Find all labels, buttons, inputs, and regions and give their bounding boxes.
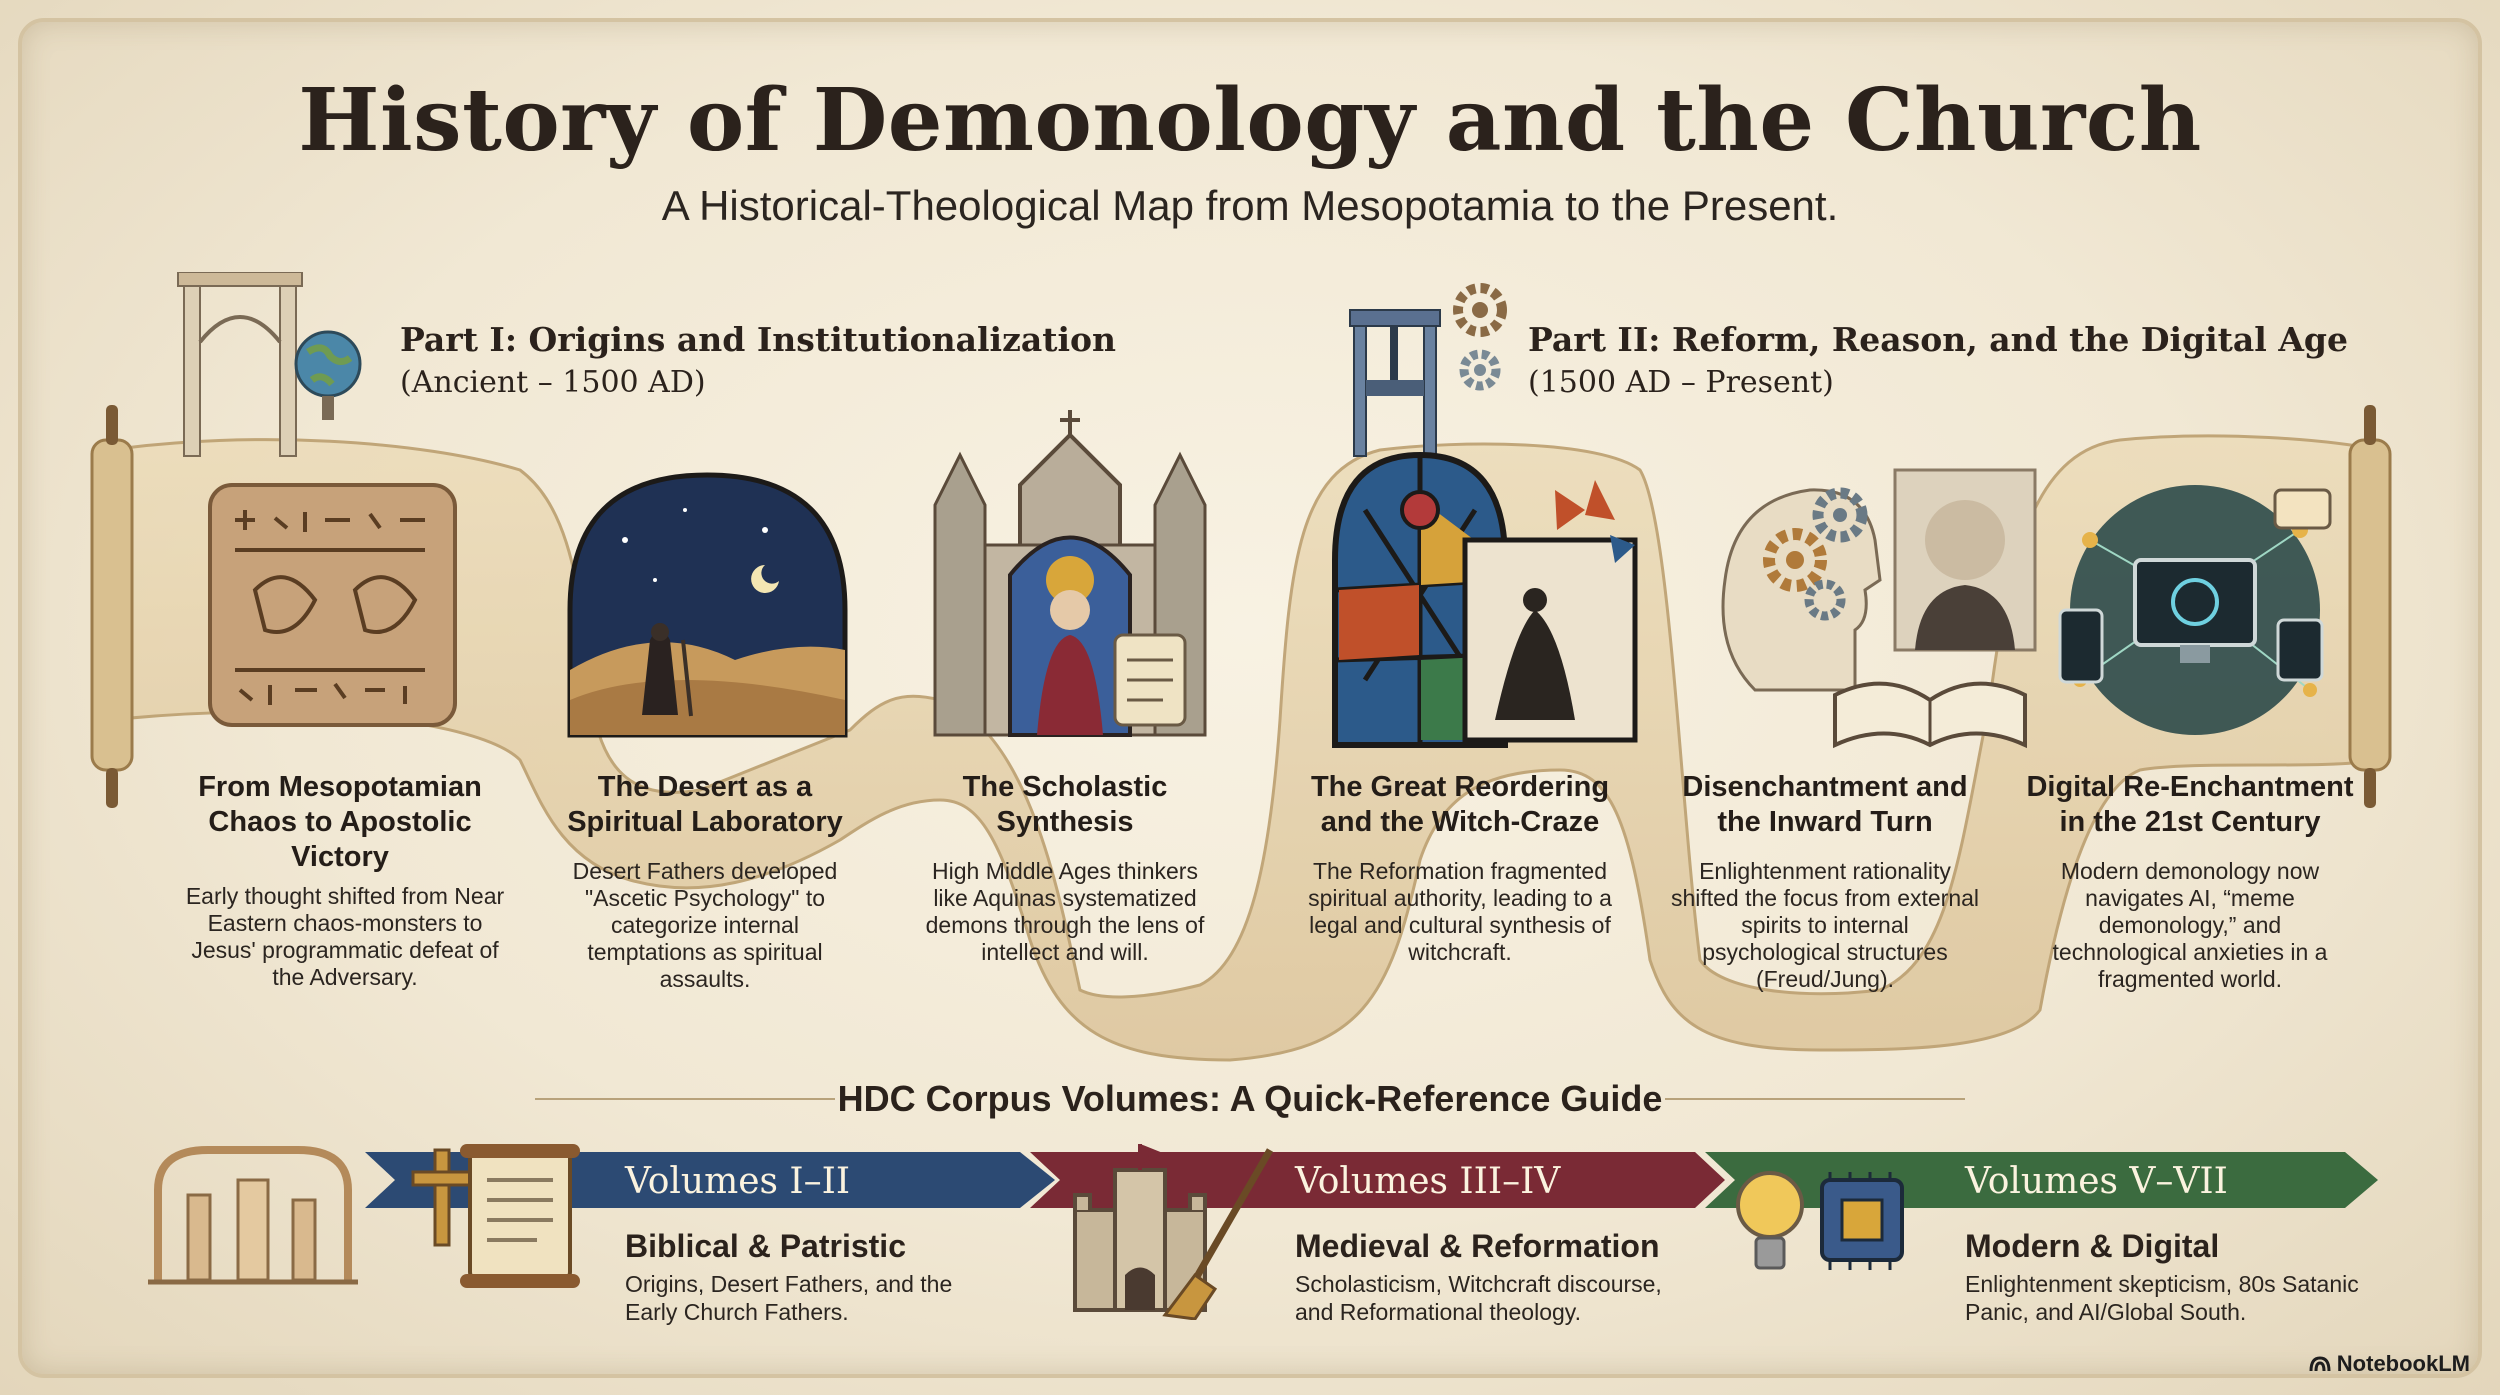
stage-4-desc: The Reformation fragmented spiritual authority, leading to a legal and cultural synthesis of witchcraft. — [1308, 858, 1612, 965]
digital-network-icon — [2050, 480, 2340, 740]
cross-and-scroll-icon — [405, 1140, 605, 1290]
volume-3-era: Modern & Digital — [1965, 1228, 2220, 1264]
castle-and-broom-icon — [1065, 1140, 1280, 1320]
corpus-title: HDC Corpus Volumes: A Quick-Reference Guide — [837, 1078, 1663, 1119]
printing-press-gears-icon — [1330, 280, 1520, 460]
page-subtitle: A Historical-Theological Map from Mesopotamia to the Present. — [661, 182, 1839, 229]
arch-and-globe-icon — [170, 272, 380, 462]
volume-1-era: Biblical & Patristic — [625, 1228, 906, 1264]
volume-3-label: Volumes V–VII — [1965, 1161, 2228, 1202]
notebooklm-brand — [2309, 1351, 2470, 1377]
part-2-title: Part II: Reform, Reason, and the Digital Age — [1528, 320, 2348, 359]
stage-1-title: From Mesopotamian Chaos to Apostolic Victory — [198, 771, 482, 873]
stage-5-title: Disenchantment and the Inward Turn — [1682, 771, 1968, 838]
desert-monk-icon — [565, 470, 850, 740]
cuneiform-tablet-icon — [205, 480, 460, 730]
volume-1-label: Volumes I–II — [625, 1161, 851, 1202]
part-1-title: Part I: Origins and Institutionalization — [400, 320, 1116, 359]
volume-2-desc: Scholasticism, Witchcraft discourse, and Reformational theology. — [1295, 1271, 1662, 1325]
volume-2-label: Volumes III–IV — [1295, 1161, 1561, 1202]
notebooklm-logo-icon — [2309, 1355, 2331, 1373]
stage-6-title: Digital Re-Enchantment in the 21st Century — [2026, 771, 2354, 838]
stage-3-title: The Scholastic Synthesis — [962, 771, 1168, 838]
stage-2-desc: Desert Fathers developed "Ascetic Psychology" to categorize internal temptations as spiritual assaults. — [572, 858, 838, 992]
stage-5-desc: Enlightenment rationality shifted the focus from external spirits to internal psychological structures (Freud/Jung). — [1670, 858, 1980, 992]
stage-3-desc: High Middle Ages thinkers like Aquinas systematized demons through the lens of intellect and will. — [925, 858, 1205, 965]
volume-2-era: Medieval & Reformation — [1295, 1228, 1660, 1264]
broken-stained-glass-icon — [1325, 440, 1645, 750]
volume-1-desc: Origins, Desert Fathers, and the Early Church Fathers. — [625, 1271, 953, 1325]
gothic-cathedral-icon — [925, 405, 1215, 745]
stage-1-desc: Early thought shifted from Near Eastern chaos-monsters to Jesus' programmatic defeat of the Adversary. — [185, 883, 505, 990]
page-title: History of Demonology and the Church — [298, 70, 2202, 171]
part-1-range: (Ancient – 1500 AD) — [400, 365, 706, 400]
stage-4-title: The Great Reordering and the Witch-Craze — [1310, 771, 1610, 838]
stage-2-title: The Desert as a Spiritual Laboratory — [567, 771, 843, 838]
lightbulb-and-chip-icon — [1730, 1160, 1910, 1285]
volume-3-desc: Enlightenment skepticism, 80s Satanic Panic, and AI/Global South. — [1965, 1271, 2359, 1325]
part-2-range: (1500 AD – Present) — [1528, 365, 1834, 400]
brand-label: NotebookLM — [2336, 1351, 2470, 1376]
mind-gears-book-icon — [1715, 460, 2040, 750]
stage-6-desc: Modern demonology now navigates AI, “meme demonology,” and technological anxieties in a fragmented world. — [2052, 858, 2328, 992]
